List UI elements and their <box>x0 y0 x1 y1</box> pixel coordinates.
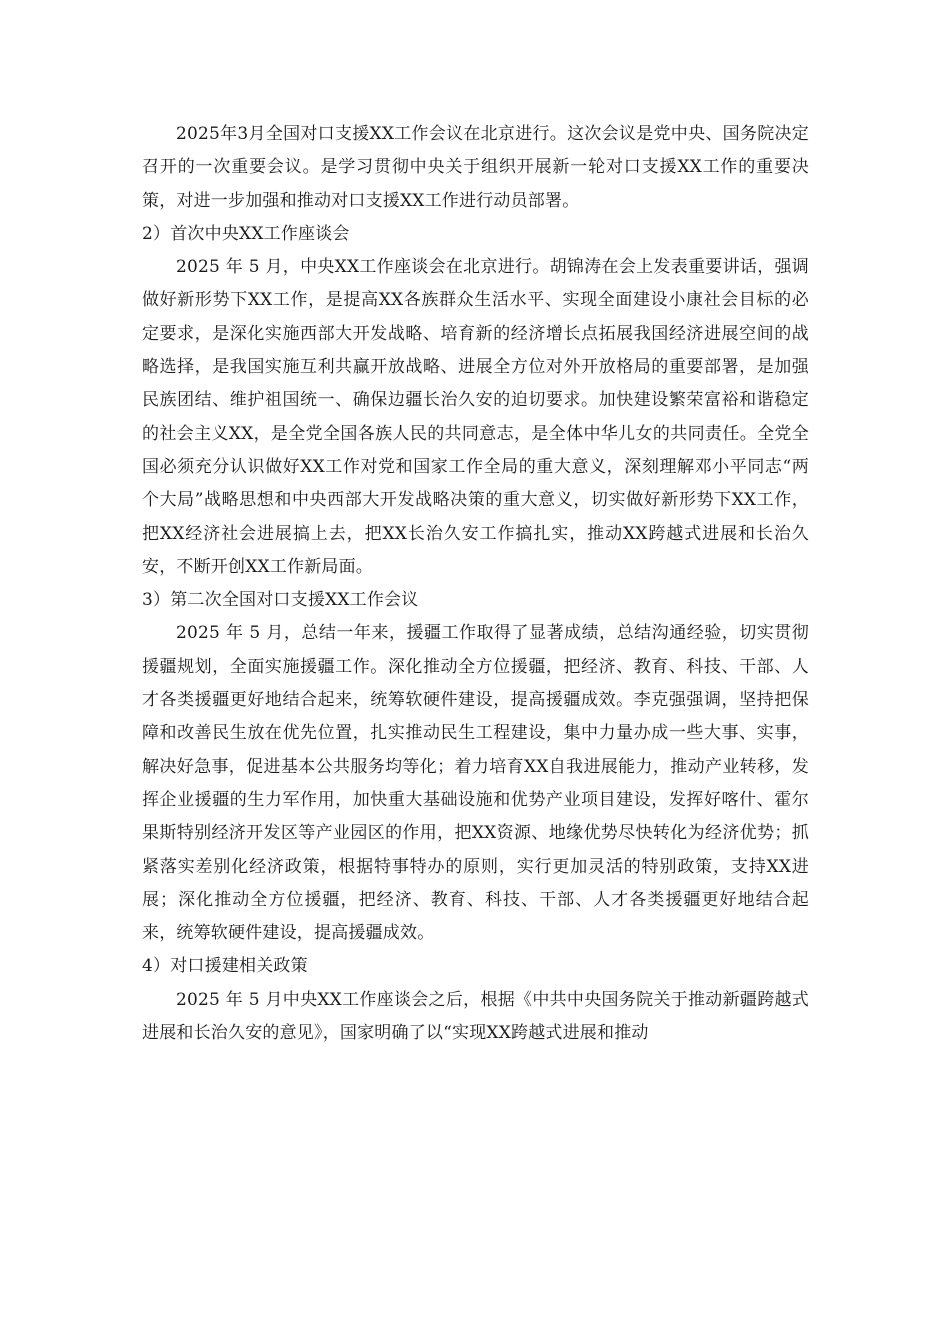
paragraph-policies: 2025 年 5 月中央XX工作座谈会之后，根据《中共中央国务院关于推动新疆跨越式进展和长治久安的意见》，国家明确了以“实现XX跨越式进展和推动 <box>142 989 809 1044</box>
section-heading-first-symposium: 2）首次中央XX工作座谈会 <box>142 223 350 244</box>
paragraph-first-symposium: 2025 年 5 月，中央XX工作座谈会在北京进行。胡锦涛在会上发表重要讲话，强调做好新形势下XX工作，是提高XX各族群众生活水平、实现全面建设小康社会目标的必定要求，是深化实施西部大开发战略、培育新的经济增长点拓展我国经济进展空间的战略选择，是我国实施互利共赢开放战略、进展全方位对外开放格局的重要部署，是加强民族团结、维护祖国统一、确保边疆长治久安的迫切要求。加快建设繁荣富裕和谐稳定的社会主义XX，是全党全国各族人民的共同意志，是全体中华儿女的共同责任。全党全国必须充分认识做好XX工作对党和国家工作全局的重大意义，深刻理解邓小平同志“两个大局”战略思想和中央西部大开发战略决策的重大意义，切实做好新形势下XX工作，把XX经济社会进展搞上去，把XX长治久安工作搞扎实，推动XX跨越式进展和长治久安，不断开创XX工作新局面。 <box>142 257 809 577</box>
section-heading-policies: 4）对口援建相关政策 <box>142 956 308 977</box>
document-body <box>142 118 809 1050</box>
paragraph-second-conference: 2025 年 5 月，总结一年来，援疆工作取得了显著成绩，总结沟通经验，切实贯彻援疆规划，全面实施援疆工作。深化推动全方位援疆，把经济、教育、科技、干部、人才各类援疆更好地结合起来，统筹软硬件建设，提高援疆成效。李克强强调，坚持把保障和改善民生放在优先位置，扎实推动民生工程建设，集中力量办成一些大事、实事，解决好急事，促进基本公共服务均等化；着力培育XX自我进展能力，推动产业转移，发挥企业援疆的生力军作用，加快重大基础设施和优势产业项目建设，发挥好喀什、霍尔果斯特别经济开发区等产业园区的作用，把XX资源、地缘优势尽快转化为经济优势；抓紧落实差别化经济政策，根据特事特办的原则，实行更加灵活的特别政策，支持XX进展；深化推动全方位援疆，把经济、教育、科技、干部、人才各类援疆更好地结合起来，统筹软硬件建设，提高援疆成效。 <box>142 623 809 944</box>
section-heading-second-conference: 3）第二次全国对口支援XX工作会议 <box>142 590 419 611</box>
paragraph-meeting-intro: 2025年3月全国对口支援XX工作会议在北京进行。这次会议是党中央、国务院决定召开的一次重要会议。是学习贯彻中央关于组织开展新一轮对口支援XX工作的重要决策，对进一步加强和推动对口支援XX工作进行动员部署。 <box>142 124 809 211</box>
